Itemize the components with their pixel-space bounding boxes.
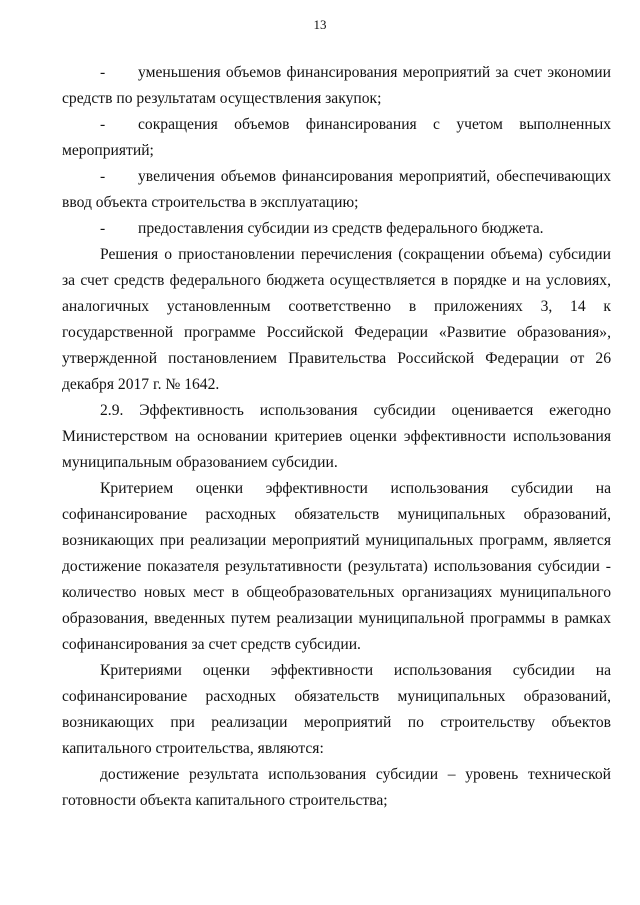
list-item: [62, 60, 611, 112]
list-dash: -: [100, 116, 106, 133]
document-body: [62, 60, 611, 814]
list-item-text: предоставления субсидии из средств федерального бюджета.: [138, 220, 544, 237]
list-item-text: увеличения объемов финансирования мероприятий, обеспечивающих ввод объекта строительства в эксплуатацию;: [62, 168, 611, 211]
list-item: [62, 216, 611, 242]
list-item-text: уменьшения объемов финансирования мероприятий за счет экономии средств по результатам осуществления закупок;: [62, 64, 611, 107]
list-item-text: сокращения объемов финансирования с учетом выполненных мероприятий;: [62, 116, 611, 159]
paragraph-efficiency-assessment: 2.9. Эффективность использования субсидии оценивается ежегодно Министерством на основании критериев оценки эффективности использования муниципальным образованием субсидии.: [62, 402, 611, 471]
paragraph-criterion-programs: Критерием оценки эффективности использования субсидии на софинансирование расходных обязательств муниципальных образований, возникающих при реализации мероприятий муниципальных программ, является достижение показателя результативности (результата) использования субсидии - количество новых мест в общеобразовательных организациях муниципального образования, введенных путем реализации муниципальной программы в рамках софинансирования за счет средств субсидии.: [62, 480, 611, 653]
paragraph-technical-readiness: достижение результата использования субсидии – уровень технической готовности объекта капитального строительства;: [62, 766, 611, 809]
page-number: 13: [313, 17, 327, 32]
list-dash: -: [100, 220, 106, 237]
list-dash: -: [100, 64, 106, 81]
list-item: [62, 112, 611, 164]
paragraph-criteria-construction: Критериями оценки эффективности использования субсидии на софинансирование расходных обязательств муниципальных образований, возникающих при реализации мероприятий по строительству объектов капитального строительства, являются:: [62, 662, 611, 757]
list-item: [62, 164, 611, 216]
list-dash: -: [100, 168, 106, 185]
paragraph-suspension-decisions: Решения о приостановлении перечисления (сокращении объема) субсидии за счет средств федерального бюджета осуществляется в порядке и на условиях, аналогичных установленным соответственно в приложениях 3, 14 к государственной программе Российской Федерации «Развитие образования», утвержденной постановлением Правительства Российской Федерации от 26 декабря 2017 г. № 1642.: [62, 246, 611, 393]
